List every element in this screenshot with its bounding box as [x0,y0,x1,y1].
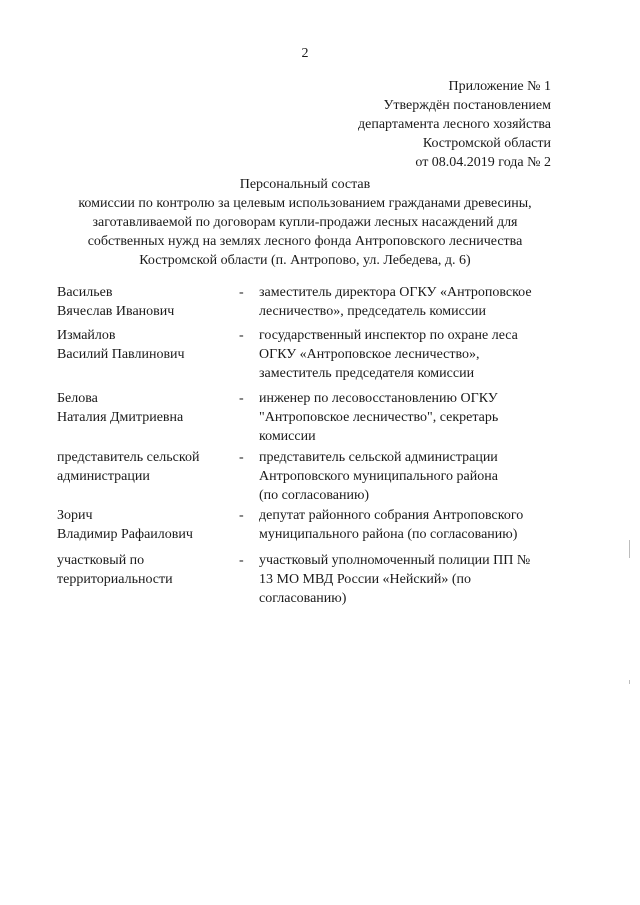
member-name: представитель сельской администрации [57,450,200,484]
member-name: Белова Наталия Дмитриевна [57,391,184,425]
scan-edge-mark [629,680,630,684]
member-name: участковый по территориальности [57,553,173,587]
approval-stamp [358,77,551,172]
approval-line: Костромской области [422,136,551,151]
approval-line: Утверждён постановлением [383,98,551,113]
title-line: комиссии по контролю за целевым использованием гражданами древесины, [78,196,532,211]
title-line: Костромской области (п. Антропово, ул. Лебедева, д. 6) [139,253,471,268]
approval-line: от 08.04.2019 года № 2 [415,155,551,170]
member-dash: - [239,450,244,465]
member-role: инженер по лесовосстановлению ОГКУ "Антроповское лесничество", секретарь комиссии [259,391,499,444]
member-role: представитель сельской администрации Антроповского муниципального района (по согласованию) [259,450,498,503]
title-line: Персональный состав [239,177,371,192]
member-role: заместитель директора ОГКУ «Антроповское лесничество», председатель комиссии [259,285,532,319]
member-name: Зорич Владимир Рафаилович [57,508,193,542]
member-role: государственный инспектор по охране леса ОГКУ «Антроповское лесничество», заместитель председателя комиссии [259,328,518,381]
member-dash: - [239,328,244,343]
document-title [0,175,610,270]
member-name: Измайлов Василий Павлинович [57,328,185,362]
title-line: собственных нужд на землях лесного фонда Антроповского лесничества [87,234,523,249]
member-role: участковый уполномоченный полиции ПП № 13 МО МВД России «Нейский» (по согласованию) [259,553,531,606]
page-number: 2 [301,46,309,61]
approval-line: департамента лесного хозяйства [358,117,551,132]
scan-edge-mark [629,540,630,558]
title-line: заготавливаемой по договорам купли-продажи лесных насаждений для [92,215,518,230]
member-role: депутат районного собрания Антроповского муниципального района (по согласованию) [259,508,524,542]
member-dash: - [239,508,244,523]
member-name: Васильев Вячеслав Иванович [57,285,175,319]
member-dash: - [239,285,244,300]
approval-line: Приложение № 1 [448,79,551,94]
member-dash: - [239,391,244,406]
member-dash: - [239,553,244,568]
